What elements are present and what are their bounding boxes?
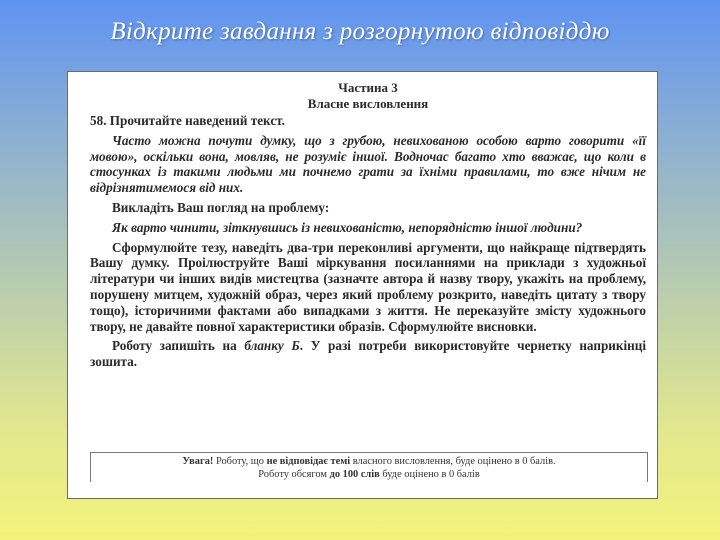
notice-line1-b: не відповідає темі bbox=[266, 456, 351, 467]
part-subheading: Власне висловлення bbox=[307, 96, 429, 111]
notice-line-2 bbox=[91, 468, 647, 481]
task-instruction: Прочитайте наведений текст. bbox=[109, 113, 285, 128]
write-instructions bbox=[90, 338, 646, 370]
quote-text: Часто можна почути думку, що з грубою, невихованою особою варто говорити «її мовою», оскільки вона, мовляв, не розуміє іншої. Водночас багато хто вважає, що коли в стосунках із такими людьми ми почнемо грати за їхніми правилами, то вже нічим не відрізнятимемося від них. bbox=[90, 132, 646, 196]
exam-page bbox=[67, 71, 658, 499]
notice-line2-c: буде оцінено в 0 балів bbox=[379, 469, 480, 480]
instructions-paragraph bbox=[90, 240, 646, 335]
part-heading: Частина 3 bbox=[338, 80, 398, 95]
notice-line1-c: власного висловлення, буде оцінено в 0 балів. bbox=[350, 456, 556, 467]
notice-line-1 bbox=[91, 455, 647, 468]
task-line bbox=[90, 113, 646, 129]
write-pre: Роботу запишіть на bbox=[112, 338, 245, 354]
problem-question: Як варто чинити, зіткнувшись із невихованістю, непорядністю іншої людини? bbox=[112, 219, 583, 235]
notice-line2-a: Роботу обсягом bbox=[258, 469, 330, 480]
write-blank: бланку Б bbox=[244, 338, 300, 354]
instructions-rest: Проілюструйте Ваші міркування посиланнями на приклади з художньої літератури чи інших видів мистецтва (зазначте автора й назву твору, укажіть на проблему, порушену митцем, художній образ, через який проблему розкрито, наведіть цитату з твору тощо), історичними фактами або випадками з життя. Не переказуйте змісту художнього твору, не давайте повної характеристики образів. Сформулюйте висновки. bbox=[90, 255, 646, 334]
warning-notice bbox=[90, 452, 648, 482]
notice-line2-b: до 100 слів bbox=[329, 469, 380, 480]
task-number: 58. bbox=[90, 113, 107, 128]
slide-title: Відкрите завдання з розгорнутою відповіддю bbox=[110, 18, 610, 45]
page-content bbox=[90, 80, 646, 374]
problem-label: Викладіть Ваш погляд на проблему: bbox=[112, 199, 330, 215]
notice-warn: Увага! bbox=[182, 456, 214, 467]
instructions-lead: Сформулюйте тезу, наведіть два-три переконливі аргументи, що найкраще підтвердять Вашу думку. bbox=[90, 239, 646, 271]
notice-line1-a: Роботу, що bbox=[213, 456, 267, 467]
write-post: . У разі потреби використовуйте чернетку наприкінці зошита. bbox=[90, 338, 646, 370]
